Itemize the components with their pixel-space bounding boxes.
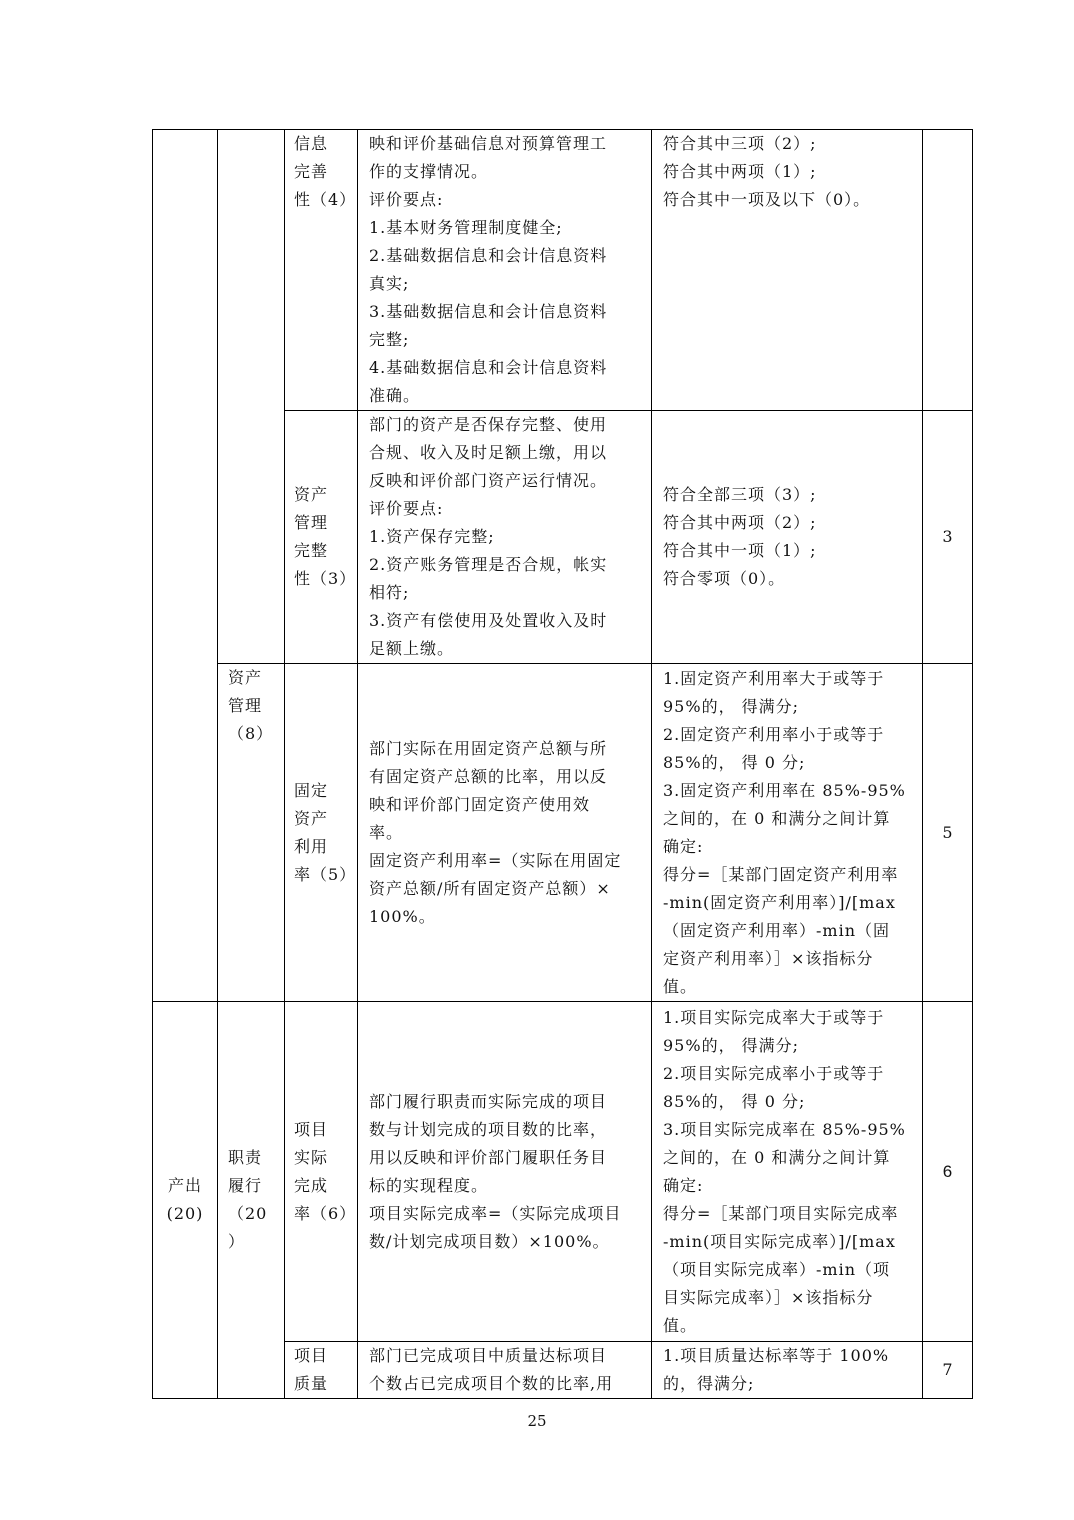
- cell-text-line: 符合其中两项（1）;: [663, 162, 817, 181]
- cell-text-line: 项目实际完成率=（实际完成项目: [369, 1203, 622, 1223]
- cell-text-line: -min(项目实际完成率）]/[max: [663, 1231, 896, 1251]
- cell-text-line: 个数占已完成项目个数的比率,用: [369, 1374, 614, 1393]
- cell-text-line: 数/计划完成项目数）×100%。: [369, 1231, 610, 1251]
- evaluation-indicator-table: [152, 129, 973, 1399]
- table-row: [153, 664, 973, 1002]
- cell-text-line: 3.项目实际完成率在 85%-95%: [663, 1119, 906, 1139]
- cell-text-line: 部门履行职责而实际完成的项目: [369, 1091, 608, 1111]
- criteria-cell: [652, 130, 923, 411]
- cell-text-line: 映和评价基础信息对预算管理工: [369, 134, 608, 153]
- subcategory-cell: [218, 664, 285, 1002]
- cell-text-line: 部门的资产是否保存完整、使用: [369, 415, 608, 434]
- cell-text-line: 用以反映和评价部门履职任务目: [369, 1147, 608, 1167]
- subcategory-cell-empty: [218, 130, 285, 664]
- cell-text-line: 完善: [294, 162, 329, 181]
- cell-text-line: 85%的， 得 0 分;: [663, 1091, 806, 1111]
- indicator-cell: [285, 130, 358, 411]
- category-cell: [153, 1002, 218, 1399]
- cell-text-line: (20): [166, 1204, 204, 1223]
- score-cell: [923, 130, 973, 411]
- indicator-cell: [285, 411, 358, 664]
- cell-text-line: 数与计划完成的项目数的比率，: [369, 1119, 608, 1139]
- indicator-cell: [285, 1002, 358, 1342]
- cell-text-line: 1.基本财务管理制度健全;: [369, 218, 563, 237]
- cell-text-line: 性（3）: [294, 569, 357, 588]
- cell-text-line: 项目: [294, 1346, 329, 1365]
- cell-text-line: 85%的， 得 0 分;: [663, 752, 806, 772]
- cell-text-line: ）: [228, 1232, 246, 1251]
- cell-text-line: 管理: [294, 513, 329, 532]
- indicator-cell: [285, 664, 358, 1002]
- cell-text-line: （20: [228, 1204, 268, 1223]
- criteria-cell: [652, 1342, 923, 1399]
- cell-text-line: 有固定资产总额的比率，用以反: [369, 766, 608, 786]
- cell-text-line: 完整: [294, 541, 329, 560]
- cell-text-line: 合规、收入及时足额上缴，用以: [369, 443, 608, 462]
- cell-text-line: 反映和评价部门资产运行情况。: [369, 471, 608, 490]
- cell-text-line: （固定资产利用率）-min（固: [663, 920, 891, 940]
- cell-text-line: 4.基础数据信息和会计信息资料: [369, 358, 608, 377]
- cell-text-line: 1.固定资产利用率大于或等于: [663, 668, 885, 688]
- cell-text-line: 真实;: [369, 274, 410, 293]
- score-cell: 7: [923, 1342, 973, 1399]
- cell-text-line: 2.固定资产利用率小于或等于: [663, 724, 885, 744]
- cell-text-line: 准确。: [369, 386, 421, 405]
- cell-text-line: 相符;: [369, 583, 410, 602]
- cell-text-line: 资产: [294, 485, 329, 504]
- cell-text-line: 评价要点:: [369, 499, 444, 518]
- description-cell: [358, 1002, 652, 1342]
- description-cell: [358, 664, 652, 1002]
- cell-text-line: 符合其中一项（1）;: [663, 541, 817, 560]
- cell-text-line: 映和评价部门固定资产使用效: [369, 794, 591, 814]
- cell-text-line: 信息: [294, 134, 329, 153]
- table-row: [153, 130, 973, 411]
- cell-text-line: 固定: [294, 780, 329, 800]
- cell-text-line: 实际: [294, 1147, 329, 1167]
- cell-text-line: 足额上缴。: [369, 639, 455, 658]
- cell-text-line: 之间的，在 0 和满分之间计算: [663, 1147, 891, 1167]
- description-cell: [358, 411, 652, 664]
- cell-text-line: 资产总额/所有固定资产总额）×: [369, 878, 611, 898]
- cell-text-line: 符合其中一项及以下（0）。: [663, 190, 871, 209]
- score-cell: 5: [923, 664, 973, 1002]
- cell-text-line: 管理: [228, 696, 263, 715]
- score-cell: 6: [923, 1002, 973, 1342]
- indicator-cell: [285, 1342, 358, 1399]
- cell-text-line: 2.基础数据信息和会计信息资料: [369, 246, 608, 265]
- cell-text-line: 目实际完成率）］×该指标分: [663, 1287, 874, 1307]
- cell-text-line: 符合其中三项（2）;: [663, 134, 817, 153]
- subcategory-cell: [218, 1002, 285, 1399]
- score-cell: 3: [923, 411, 973, 664]
- cell-text-line: 资产: [228, 668, 263, 687]
- cell-text-line: 率（6）: [294, 1203, 357, 1223]
- cell-text-line: 质量: [294, 1374, 329, 1393]
- table-row: [153, 1002, 973, 1342]
- cell-text-line: 产出: [167, 1176, 202, 1195]
- cell-text-line: 值。: [663, 976, 698, 996]
- criteria-cell: [652, 664, 923, 1002]
- page-number: 25: [527, 1412, 547, 1430]
- cell-text-line: 固定资产利用率=（实际在用固定: [369, 850, 622, 870]
- cell-text-line: 率（5）: [294, 864, 357, 884]
- description-cell: [358, 130, 652, 411]
- cell-text-line: 部门已完成项目中质量达标项目: [369, 1346, 608, 1365]
- cell-text-line: 符合全部三项（3）;: [663, 485, 817, 504]
- cell-text-line: 95%的， 得满分;: [663, 1035, 800, 1055]
- cell-text-line: 95%的， 得满分;: [663, 696, 800, 716]
- cell-text-line: 项目: [294, 1119, 329, 1139]
- cell-text-line: 完整;: [369, 330, 410, 349]
- cell-text-line: 率。: [369, 822, 404, 842]
- cell-text-line: 之间的，在 0 和满分之间计算: [663, 808, 891, 828]
- cell-text-line: （8）: [228, 724, 274, 743]
- cell-text-line: 2.项目实际完成率小于或等于: [663, 1063, 885, 1083]
- cell-text-line: 1.资产保存完整;: [369, 527, 495, 546]
- cell-text-line: 3.基础数据信息和会计信息资料: [369, 302, 608, 321]
- cell-text-line: 职责: [228, 1148, 263, 1167]
- cell-text-line: 的，得满分;: [663, 1374, 755, 1393]
- description-cell: [358, 1342, 652, 1399]
- cell-text-line: 完成: [294, 1175, 329, 1195]
- cell-text-line: 符合零项（0）。: [663, 569, 786, 588]
- cell-text-line: 部门实际在用固定资产总额与所: [369, 738, 608, 758]
- cell-text-line: 1.项目质量达标率等于 100%: [663, 1346, 890, 1365]
- cell-text-line: 评价要点:: [369, 190, 444, 209]
- cell-text-line: 标的实现程度。: [369, 1175, 489, 1195]
- cell-text-line: 利用: [294, 836, 329, 856]
- cell-text-line: 3.资产有偿使用及处置收入及时: [369, 611, 608, 630]
- criteria-cell: [652, 411, 923, 664]
- cell-text-line: 得分=［某部门项目实际完成率: [663, 1203, 899, 1223]
- cell-text-line: 确定:: [663, 1175, 704, 1195]
- cell-text-line: 符合其中两项（2）;: [663, 513, 817, 532]
- cell-text-line: -min(固定资产利用率）]/[max: [663, 892, 896, 912]
- cell-text-line: 资产: [294, 808, 329, 828]
- cell-text-line: 确定:: [663, 836, 704, 856]
- category-cell-empty: [153, 130, 218, 1002]
- cell-text-line: 作的支撑情况。: [369, 162, 489, 181]
- cell-text-line: 履行: [228, 1176, 263, 1195]
- criteria-cell: [652, 1002, 923, 1342]
- cell-text-line: 3.固定资产利用率在 85%-95%: [663, 780, 906, 800]
- cell-text-line: 2.资产账务管理是否合规，帐实: [369, 555, 608, 574]
- cell-text-line: 值。: [663, 1315, 698, 1335]
- cell-text-line: （项目实际完成率）-min（项: [663, 1259, 891, 1279]
- cell-text-line: 1.项目实际完成率大于或等于: [663, 1007, 885, 1027]
- cell-text-line: 定资产利用率）］×该指标分: [663, 948, 874, 968]
- cell-text-line: 性（4）: [294, 190, 357, 209]
- cell-text-line: 100%。: [369, 906, 436, 926]
- cell-text-line: 得分=［某部门固定资产利用率: [663, 864, 899, 884]
